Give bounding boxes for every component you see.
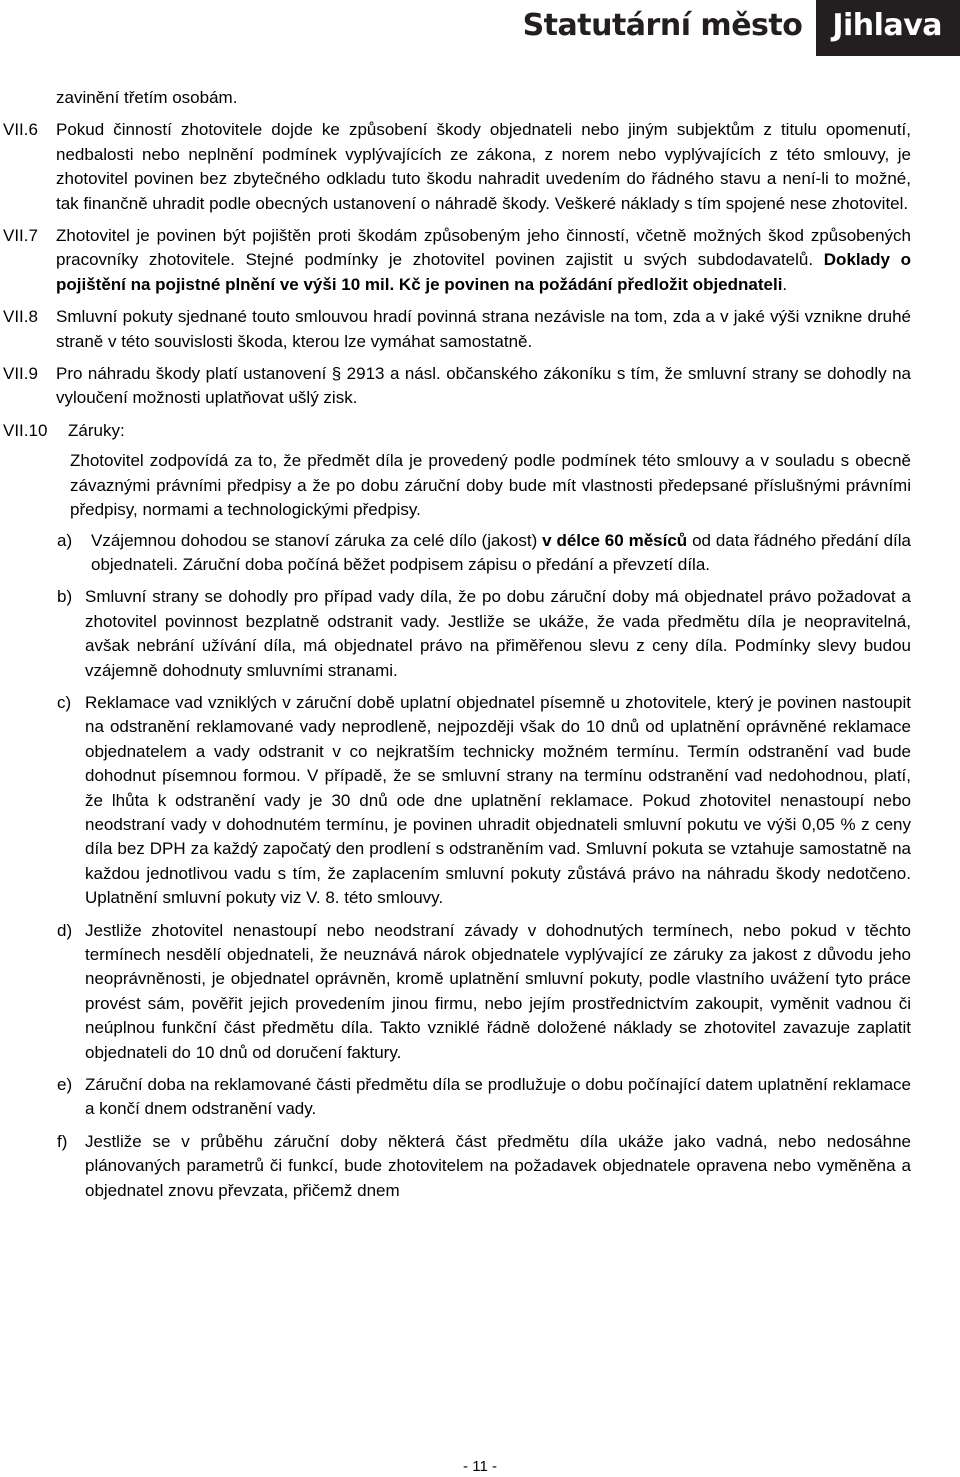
section-number: VII.7 (3, 226, 38, 246)
warranty-item-d: d) Jestliže zhotovitel nenastoupí nebo neodstraní závady v dohodnutých termínech, nebo pokud v těchto termínech nesdělí objednateli, že neuznává nárok objednatele vyplývající ze záruky za jakost z důvodu jeho neoprávněnosti, je objednatel oprávněn, kromě uplatnění smluvní pokuty, podle vlastního uvážení tyto práce provést sám, pověřit jejich provedením jinou firmu, nebo jejím prostřednictvím zakoupit, vyměnit vadnou či neúplnou funkční část předmětu díla. Takto vzniklé řádně doložené náklady se zhotovitel zavazuje zaplatit objednateli do 10 dnů od doručení faktury. (57, 920, 911, 1062)
warranty-item-f: f) Jestliže se v průběhu záruční doby některá část předmětu díla ukáže jako vadná, nebo nedosáhne plánovaných parametrů či funkcí, bude zhotovitelem na požadavek objednatele opravena nebo vyměněna a objednatel znovu převzata, přičemž dnem (57, 1131, 911, 1200)
page-number: - 11 - (463, 1458, 497, 1475)
city-logo (523, 0, 960, 56)
continuation-paragraph: zavinění třetím osobám. (56, 88, 238, 107)
insurance-bold-text: Doklady o pojištění na pojistné plnění ve výši 10 mil. Kč je povinen na požádání předložit objednateli (56, 250, 911, 294)
document-body (0, 86, 960, 1203)
warranty-intro: Zhotovitel zodpovídá za to, že předmět díla je provedený podle podmínek této smlouvy a v souladu s obecně závaznými právními předpisy a že po dobu záruční doby bude mít vlastnosti předepsané příslušnými právními předpisy, normami a technologickými předpisy. (70, 451, 911, 520)
warranty-title: Záruky: (68, 420, 125, 440)
section-vii-7: VII.7 Zhotovitel je povinen být pojištěn proti škodám způsobeným jeho činností, včetně možných škod způsobených pracovníky zhotovitele. Stejné podmínky je zhotovitel povinen zajistit u svých subdodavatelů. Doklady o pojištění na pojistné plnění ve výši 10 mil. Kč je povinen na požádání předložit objednateli. (3, 226, 911, 294)
warranty-period-bold: v délce 60 měsíců (542, 530, 688, 550)
section-number: VII.9 (3, 364, 38, 384)
section-vii-8 (0, 305, 960, 354)
warranty-item-b: b) Smluvní strany se dohodly pro případ vady díla, že po dobu záruční doby má objednatel právo požadovat a zhotovitel povinnost bezplatně odstranit vady. Jestliže se ukáže, že vada předmětu díla je neopravitelná, avšak nebrání užívání díla, má objednatel právo na přiměřenou slevu z ceny díla. Podmínky slevy budou vzájemně dohodnuty smluvními stranami. (57, 587, 911, 680)
logo-text-left: Statutární město (522, 8, 803, 43)
section-number: VII.10 (3, 420, 48, 440)
section-vii-9 (0, 362, 960, 411)
section-number: VII.8 (3, 307, 38, 327)
section-text: Pro náhradu škody platí ustanovení § 2913 a násl. občanského zákoníku s tím, že smluvní strany se dohodly na vyloučení možnosti uplatňovat ušlý zisk. (56, 364, 911, 408)
warranty-item-a: a) Vzájemnou dohodou se stanoví záruka za celé dílo (jakost) v délce 60 měsíců od data řádného předání díla objednateli. Záruční doba počíná běžet podpisem zápisu o předání a převzetí díla. (57, 530, 911, 574)
section-vii-10 (0, 419, 960, 443)
section-text: Zhotovitel je povinen být pojištěn proti škodám způsobeným jeho činností, včetně možných škod způsobených pracovníky zhotovitele. Stejné podmínky je zhotovitel povinen zajistit u svých subdodavatelů. (56, 226, 911, 270)
logo-text-right: Jihlava (816, 0, 960, 56)
warranty-item-e: e) Záruční doba na reklamované části předmětu díla se prodlužuje o dobu počínající datem uplatnění reklamace a končí dnem odstranění vady. (57, 1075, 911, 1119)
section-text: Pokud činností zhotovitele dojde ke způsobení škody objednateli nebo jiným subjektům z titulu opomenutí, nedbalosti nebo neplnění podmínek vyplývajících ze zákona, z norem nebo vyplývajících z této smlouvy, je zhotovitel povinen bez zbytečného odkladu tuto škodu nahradit uvedením do řádného stavu a není-li to možné, tak finančně uhradit podle obecných ustanovení o náhradě škody. Veškeré náklady s tím spojené nese zhotovitel. (56, 120, 911, 213)
section-number: VII.6 (3, 120, 38, 140)
section-vii-6 (0, 118, 960, 216)
section-text: Smluvní pokuty sjednané touto smlouvou hradí povinná strana nezávisle na tom, zda a v jaké výši vznikne druhé straně v této souvislosti škoda, kterou lze vymáhat samostatně. (56, 307, 911, 351)
warranty-item-c: c) Reklamace vad vzniklých v záruční době uplatní objednatel písemně u zhotovitele, který je povinen nastoupit na odstranění reklamované vady neprodleně, nejpozději však do 10 dnů od uplatnění oprávněné reklamace objednatelem a vady odstranit v co nejkratším technicky možném termínu. Termín odstranění vad bude dohodnut písemnou formou. V případě, že se smluvní strany na termínu odstranění vad nedohodnou, platí, že lhůta k odstranění vady je 30 dnů ode dne uplatnění reklamace. Pokud zhotovitel nenastoupí nebo neodstraní vady v dohodnutém termínu, je povinen uhradit objednateli smluvní pokutu ve výši 0,05 % z ceny díla bez DPH za každý započatý den prodlení s odstraněním vad. Smluvní pokuta se vztahuje samostatně na každou jednotlivou vadu s tím, že zaplacením smluvní pokuty zůstává právo na náhradu škody nedotčeno. Uplatnění smluvní pokuty viz V. 8. této smlouvy. (57, 692, 911, 908)
